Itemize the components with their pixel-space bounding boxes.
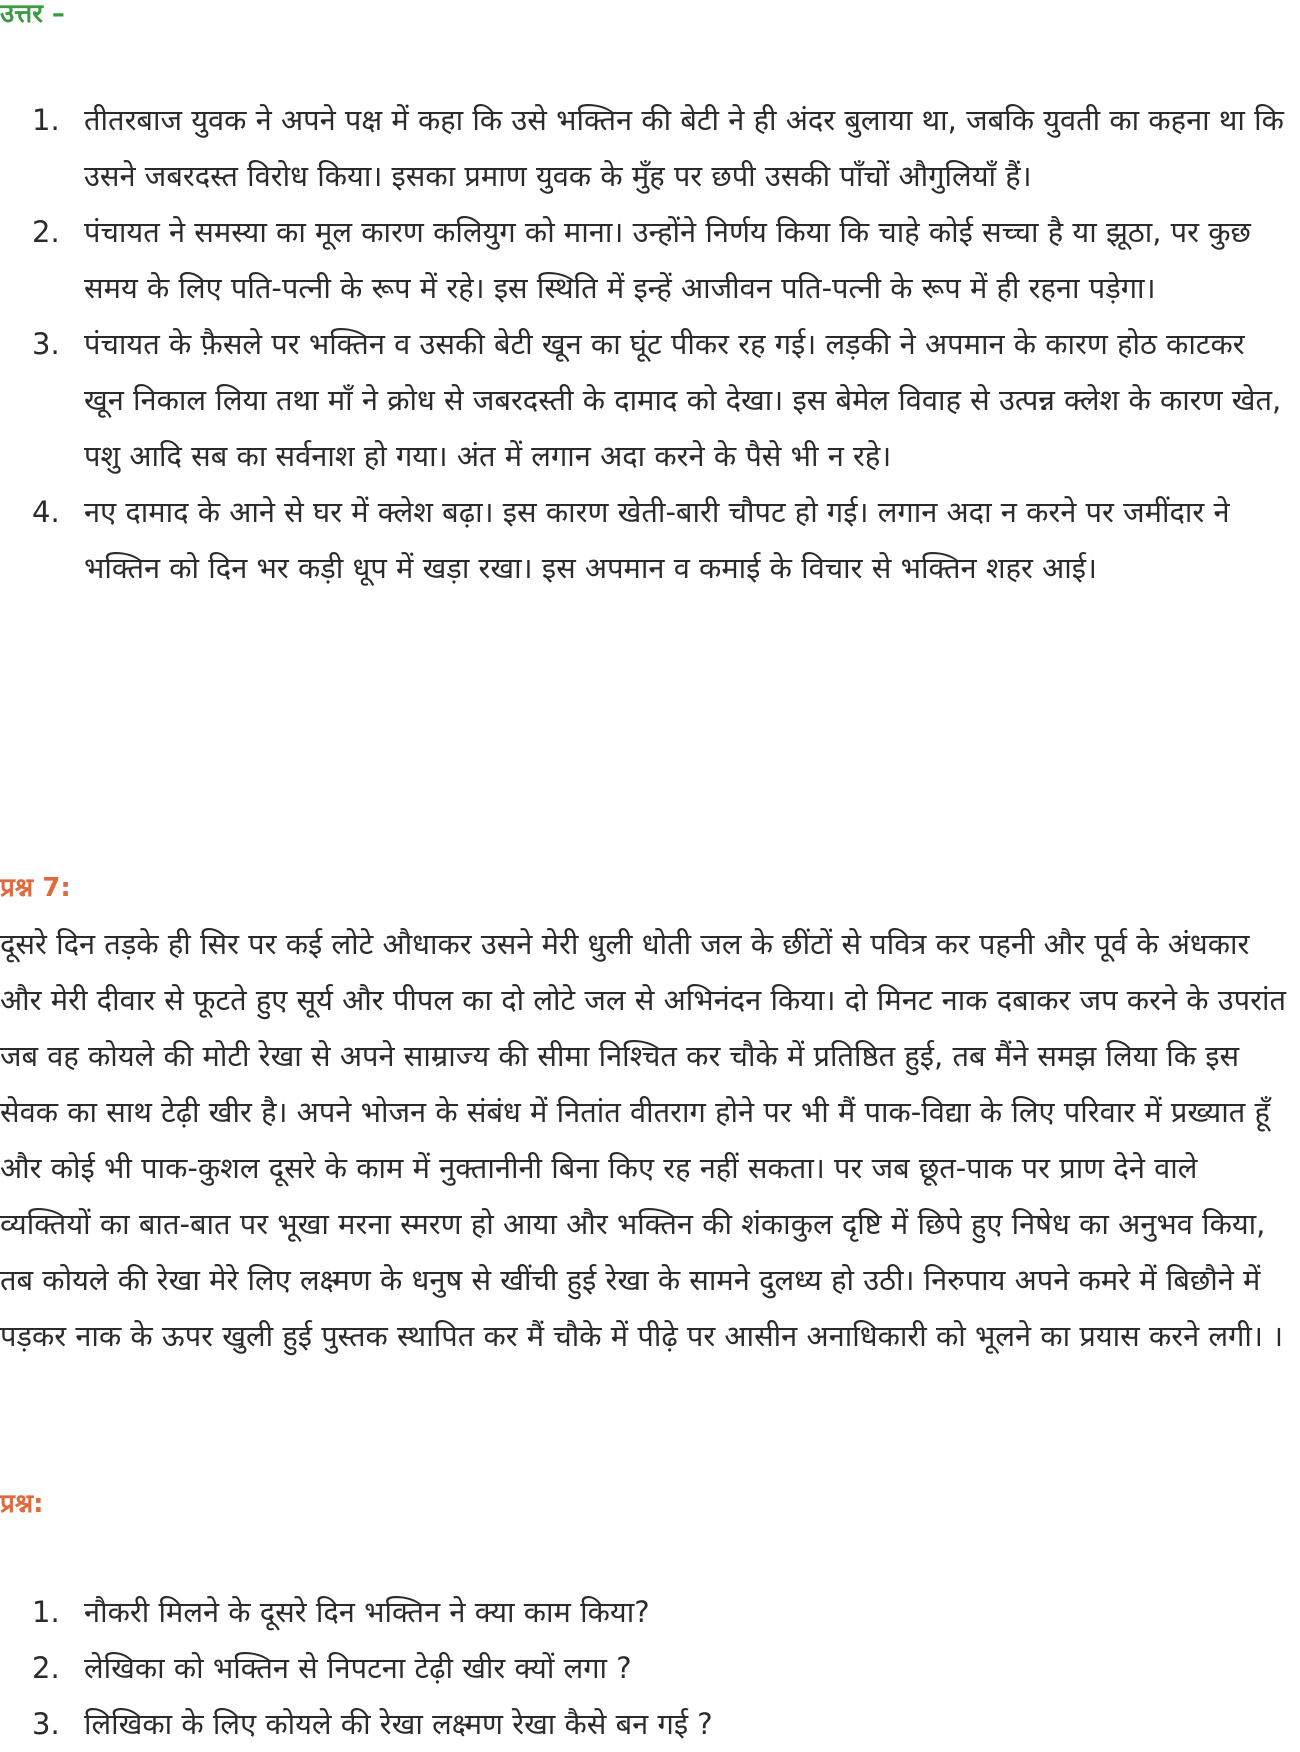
list-item	[0, 204, 1300, 316]
list-item-number: 3.	[32, 327, 60, 361]
list-item-text: पंचायत के फ़ैसले पर भक्तिन व उसकी बेटी खून का घूंट पीकर रह गई। लड़की ने अपमान के कारण होठ काटकर खून निकाल लिया तथा माँ ने क्रोध से जबरदस्ती के दामाद को देखा। इस बेमेल विवाह से उत्पन्न क्लेश के कारण खेत, पशु आदि सब का सर्वनाश हो गया। अंत में लगान अदा करने के पैसे भी न रहे।	[84, 327, 1282, 473]
list-item	[0, 1640, 1300, 1696]
list-item-text: नए दामाद के आने से घर में क्लेश बढ़ा। इस कारण खेती-बारी चौपट हो गई। लगान अदा न करने पर जमींदार ने भक्तिन को दिन भर कड़ी धूप में खड़ा रखा। इस अपमान व कमाई के विचार से भक्तिन शहर आई।	[84, 495, 1230, 585]
list-item-number: 2.	[32, 215, 60, 249]
list-item-text: पंचायत ने समस्या का मूल कारण कलियुग को माना। उन्होंने निर्णय किया कि चाहे कोई सच्चा है या झूठा, पर कुछ समय के लिए पति-पत्नी के रूप में रहे। इस स्थिति में इन्हें आजीवन पति-पत्नी के रूप में ही रहना पड़ेगा।	[84, 215, 1251, 305]
list-item-text: लिखिका के लिए कोयले की रेखा लक्ष्मण रेखा कैसे बन गई ?	[84, 1707, 713, 1741]
list-item	[0, 316, 1300, 484]
list-item	[0, 1584, 1300, 1640]
question-7-heading: प्रश्न 7:	[0, 873, 71, 903]
list-item-number: 3.	[32, 1707, 60, 1741]
list-item-number: 1.	[32, 103, 60, 137]
answer-list	[0, 92, 1300, 596]
list-item-number: 2.	[32, 1651, 60, 1685]
list-item-text: तीतरबाज युवक ने अपने पक्ष में कहा कि उसे भक्तिन की बेटी ने ही अंदर बुलाया था, जबकि युवती का कहना था कि उसने जबरदस्त विरोध किया। इसका प्रमाण युवक के मुँह पर छपी उसकी पाँचों औगुलियाँ हैं।	[84, 103, 1284, 193]
list-item-text: नौकरी मिलने के दूसरे दिन भक्तिन ने क्या काम किया?	[84, 1595, 650, 1629]
passage-text: दूसरे दिन तड़के ही सिर पर कई लोटे औधाकर उसने मेरी धुली धोती जल के छींटों से पवित्र कर पहनी और पूर्व के अंधकार और मेरी दीवार से फूटते हुए सूर्य और पीपल का दो लोटे जल से अभिनंदन किया। दो मिनट नाक दबाकर जप करने के उपरांत जब वह कोयले की मोटी रेखा से अपने साम्राज्य की सीमा निश्चित कर चौके में प्रतिष्ठित हुई, तब मैंने समझ लिया कि इस सेवक का साथ टेढ़ी खीर है। अपने भोजन के संबंध में नितांत वीतराग होने पर भी मैं पाक-विद्या के लिए परिवार में प्रख्यात हूँ और कोई भी पाक-कुशल दूसरे के काम में नुक्तानीनी बिना किए रह नहीं सकता। पर जब छूत-पाक पर प्राण देने वाले व्यक्तियों का बात-बात पर भूखा मरना स्मरण हो आया और भक्तिन की शंकाकुल दृष्टि में छिपे हुए निषेध का अनुभव किया, तब कोयले की रेखा मेरे लिए लक्ष्मण के धनुष से खींची हुई रेखा के सामने दुलध्य हो उठी। निरुपाय अपने कमरे में बिछौने में पड़कर नाक के ऊपर खुली हुई पुस्तक स्थापित कर मैं चौके में पीढ़े पर आसीन अनाधिकारी को भूलने का प्रयास करने लगी। ।	[0, 927, 1287, 1353]
list-item-text: लेखिका को भक्तिन से निपटना टेढ़ी खीर क्यों लगा ?	[84, 1651, 632, 1685]
answer-heading: उत्तर –	[0, 0, 65, 29]
list-item	[0, 484, 1300, 596]
list-item-number: 1.	[32, 1595, 60, 1629]
questions-heading: प्रश्न:	[0, 1489, 44, 1519]
list-item	[0, 92, 1300, 204]
list-item-number: 4.	[32, 495, 60, 529]
question-list	[0, 1584, 1300, 1752]
